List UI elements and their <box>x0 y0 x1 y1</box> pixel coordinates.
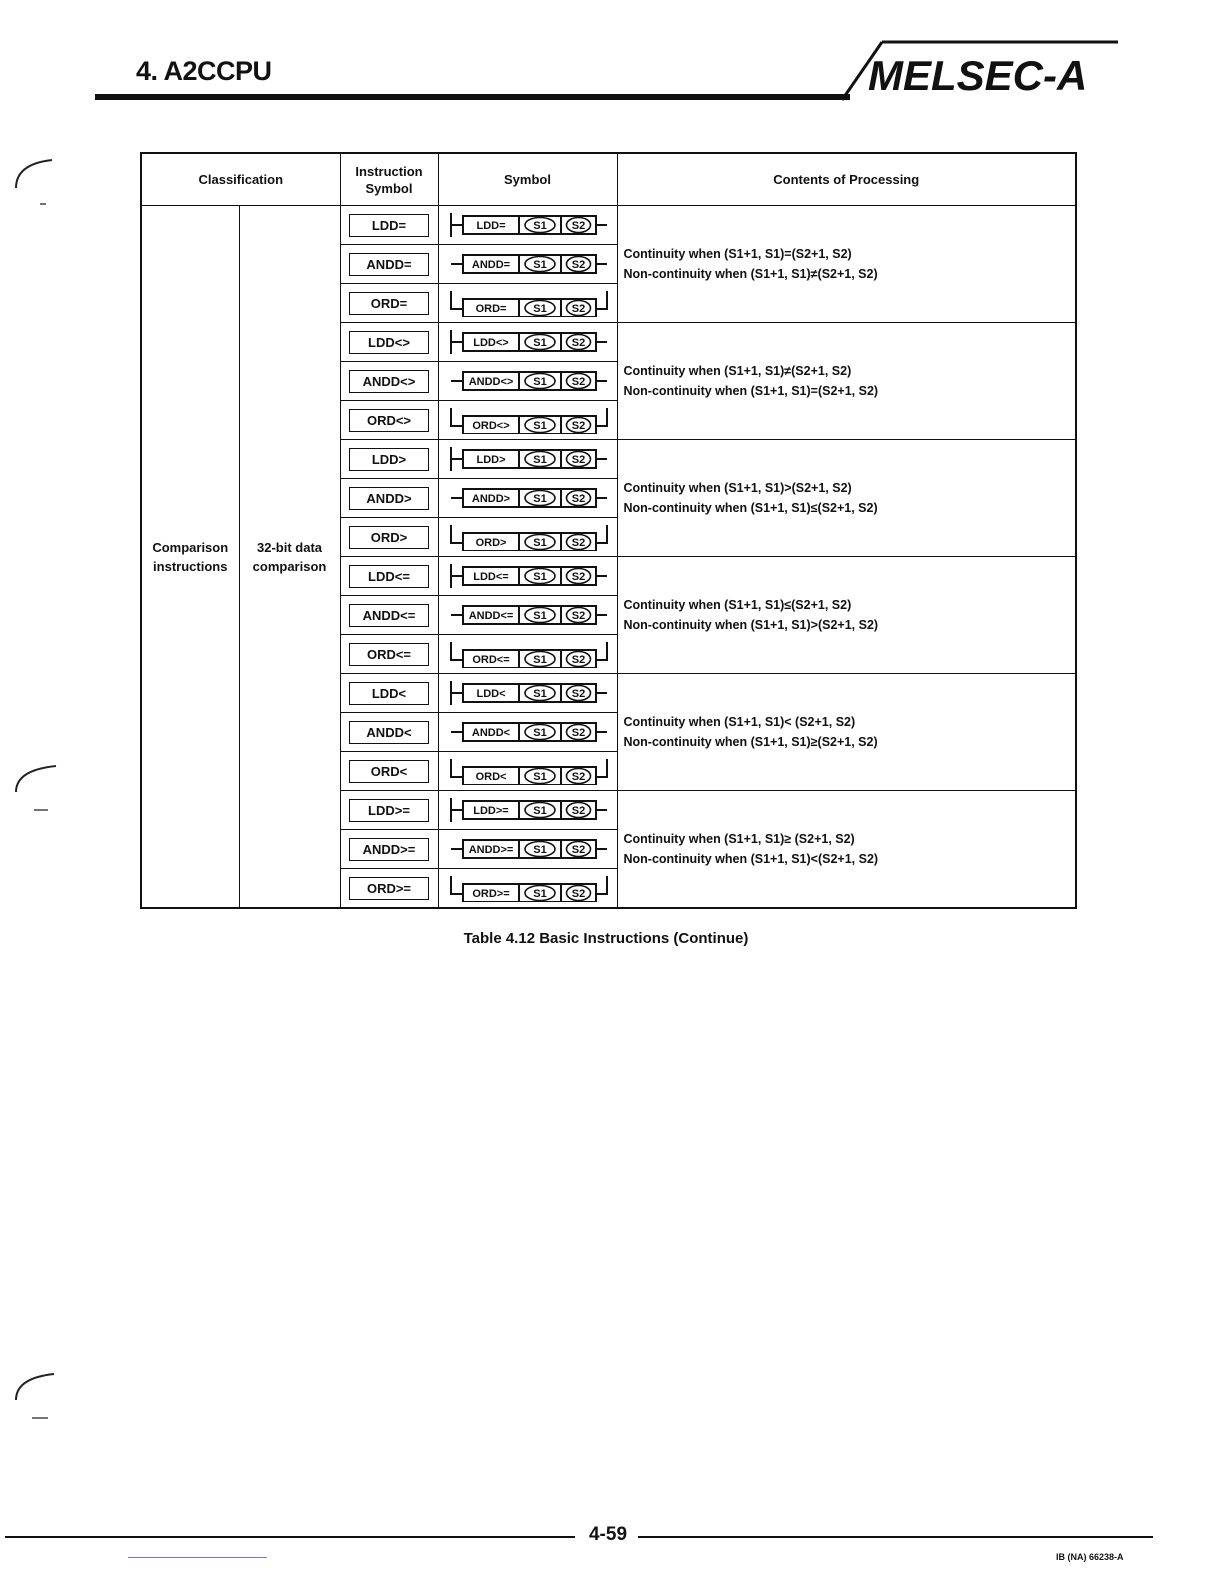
operand-s1-label: S1 <box>532 220 547 232</box>
ladder-instruction-label: ORD>= <box>471 888 510 900</box>
instruction-symbol: ANDD<> <box>349 370 429 393</box>
ladder-symbol-or <box>447 406 612 434</box>
operand-s2-label: S2 <box>571 888 585 900</box>
operand-s1-label: S1 <box>532 610 547 622</box>
subclass-line2: comparison <box>252 558 327 574</box>
ladder-instruction-label: ANDD< <box>471 727 510 739</box>
header-symbol: Symbol <box>438 153 617 206</box>
ladder-symbol-and <box>447 484 612 512</box>
section-title: 4. A2CCPU <box>136 56 272 86</box>
instruction-symbol: LDD= <box>349 214 429 237</box>
instruction-symbol-cell <box>340 752 438 791</box>
operand-s2-label: S2 <box>571 805 585 817</box>
ladder-symbol-cell <box>438 323 617 362</box>
ladder-symbol-cell <box>438 245 617 284</box>
instruction-symbol-cell <box>340 479 438 518</box>
header-instruction-line2: Symbol <box>365 180 413 196</box>
ladder-symbol-and <box>447 601 612 629</box>
operand-s1-label: S1 <box>532 844 547 856</box>
operand-s1-label: S1 <box>532 727 547 739</box>
ladder-instruction-label: ANDD<> <box>468 376 513 388</box>
ladder-symbol-cell <box>438 752 617 791</box>
instruction-symbol: ORD= <box>349 292 429 315</box>
ladder-symbol-cell <box>438 674 617 713</box>
continuity-text: Continuity when (S1+1, S1)≠(S2+1, S2) <box>623 364 852 378</box>
instruction-symbol: ANDD= <box>349 253 429 276</box>
ladder-symbol-cell <box>438 401 617 440</box>
ladder-symbol-cell <box>438 362 617 401</box>
ladder-symbol-or <box>447 874 612 902</box>
contents-cell <box>617 323 1076 440</box>
noncontinuity-text: Non-continuity when (S1+1, S1)=(S2+1, S2) <box>623 384 879 398</box>
noncontinuity-text: Non-continuity when (S1+1, S1)≥(S2+1, S2) <box>623 735 878 749</box>
operand-s2-label: S2 <box>571 610 585 622</box>
instruction-symbol: ANDD<= <box>349 604 429 627</box>
operand-s2-label: S2 <box>571 337 585 349</box>
continuity-text: Continuity when (S1+1, S1)=(S2+1, S2) <box>623 247 852 261</box>
operand-s2-label: S2 <box>571 454 585 466</box>
instruction-symbol-cell <box>340 245 438 284</box>
operand-s2-label: S2 <box>571 420 585 432</box>
ladder-instruction-label: LDD= <box>475 220 506 232</box>
instruction-symbol: ORD<= <box>349 643 429 666</box>
instruction-symbol-cell <box>340 869 438 909</box>
ladder-instruction-label: ANDD> <box>471 493 510 505</box>
contents-cell <box>617 440 1076 557</box>
punch-hole-mark <box>12 1372 72 1432</box>
subclassification-cell <box>239 206 340 909</box>
operand-s2-label: S2 <box>571 844 585 856</box>
operand-s2-label: S2 <box>571 220 585 232</box>
instruction-symbol-cell <box>340 284 438 323</box>
operand-s2-label: S2 <box>571 727 585 739</box>
instruction-symbol-cell <box>340 206 438 245</box>
ladder-instruction-label: ORD> <box>475 537 506 549</box>
ladder-symbol-and <box>447 835 612 863</box>
ladder-symbol-and <box>447 367 612 395</box>
instruction-symbol: LDD<> <box>349 331 429 354</box>
continuity-text: Continuity when (S1+1, S1)≥ (S2+1, S2) <box>623 832 855 846</box>
instruction-symbol: LDD>= <box>349 799 429 822</box>
instruction-symbol: LDD> <box>349 448 429 471</box>
wire <box>596 291 607 309</box>
header-instruction-symbol <box>340 153 438 206</box>
instruction-symbol-cell <box>340 401 438 440</box>
classification-line2: instructions <box>153 558 228 574</box>
operand-s1-label: S1 <box>532 771 547 783</box>
operand-s1-label: S1 <box>532 259 547 271</box>
footer-rule-left <box>5 1536 575 1538</box>
operand-s1-label: S1 <box>532 537 547 549</box>
instruction-symbol-cell <box>340 791 438 830</box>
ladder-instruction-label: ANDD<= <box>468 610 513 622</box>
ladder-symbol-ld <box>447 796 612 824</box>
operand-s1-label: S1 <box>532 688 547 700</box>
page-number: 4-59 <box>588 1524 628 1545</box>
ladder-symbol-ld <box>447 679 612 707</box>
continuity-text: Continuity when (S1+1, S1)< (S2+1, S2) <box>623 715 856 729</box>
instruction-symbol: LDD<= <box>349 565 429 588</box>
table-body <box>141 206 1076 909</box>
wire <box>451 408 463 426</box>
operand-s1-label: S1 <box>532 805 547 817</box>
instruction-symbol: ANDD< <box>349 721 429 744</box>
instruction-symbol-cell <box>340 557 438 596</box>
instruction-table <box>140 152 1077 909</box>
ladder-instruction-label: LDD<> <box>472 337 509 349</box>
ladder-symbol-cell <box>438 518 617 557</box>
classification-line1: Comparison <box>152 539 229 555</box>
contents-cell <box>617 791 1076 909</box>
ladder-instruction-label: ORD< <box>475 771 506 783</box>
operand-s2-label: S2 <box>571 493 585 505</box>
operand-s1-label: S1 <box>532 493 547 505</box>
ladder-instruction-label: LDD< <box>475 688 506 700</box>
ladder-symbol-cell <box>438 830 617 869</box>
operand-s1-label: S1 <box>532 571 547 583</box>
operand-s1-label: S1 <box>532 376 547 388</box>
ladder-symbol-cell <box>438 479 617 518</box>
ladder-symbol-cell <box>438 284 617 323</box>
operand-s2-label: S2 <box>571 259 585 271</box>
wire <box>596 876 607 894</box>
instruction-symbol-cell <box>340 635 438 674</box>
ladder-symbol-cell <box>438 713 617 752</box>
wire <box>596 408 607 426</box>
ladder-symbol-cell <box>438 869 617 909</box>
contents-cell <box>617 206 1076 323</box>
header-contents: Contents of Processing <box>617 153 1076 206</box>
ladder-symbol-or <box>447 640 612 668</box>
instruction-symbol-cell <box>340 323 438 362</box>
ladder-instruction-label: ORD= <box>475 303 506 315</box>
instruction-symbol-cell <box>340 362 438 401</box>
wire <box>596 525 607 543</box>
instruction-symbol-cell <box>340 674 438 713</box>
operand-s1-label: S1 <box>532 337 547 349</box>
instruction-symbol-cell <box>340 518 438 557</box>
contents-cell <box>617 674 1076 791</box>
ladder-instruction-label: ORD<= <box>471 654 510 666</box>
ladder-symbol-or <box>447 757 612 785</box>
ladder-symbol-or <box>447 289 612 317</box>
ladder-symbol-cell <box>438 440 617 479</box>
classification-cell <box>141 206 239 909</box>
wire <box>451 291 463 309</box>
wire <box>596 642 607 660</box>
header-instruction-line1: Instruction <box>355 163 423 179</box>
operand-s2-label: S2 <box>571 537 585 549</box>
ladder-symbol-cell <box>438 596 617 635</box>
ladder-symbol-and <box>447 250 612 278</box>
wire <box>596 759 607 777</box>
wire <box>451 525 463 543</box>
instruction-symbol: ORD<> <box>349 409 429 432</box>
operand-s1-label: S1 <box>532 303 547 315</box>
ladder-symbol-and <box>447 718 612 746</box>
melsec-logo <box>836 36 1126 102</box>
instruction-symbol: ORD< <box>349 760 429 783</box>
operand-s1-label: S1 <box>532 888 547 900</box>
ladder-symbol-cell <box>438 791 617 830</box>
operand-s1-label: S1 <box>532 454 547 466</box>
instruction-symbol-cell <box>340 440 438 479</box>
header-rule <box>95 94 850 100</box>
instruction-symbol: ORD>= <box>349 877 429 900</box>
footer-rule-right <box>638 1536 1153 1538</box>
table-caption <box>0 930 1224 947</box>
ladder-instruction-label: ANDD= <box>471 259 510 271</box>
instruction-symbol: LDD< <box>349 682 429 705</box>
ladder-symbol-ld <box>447 445 612 473</box>
operand-s2-label: S2 <box>571 688 585 700</box>
contents-cell <box>617 557 1076 674</box>
instruction-symbol: ORD> <box>349 526 429 549</box>
ladder-instruction-label: ORD<> <box>471 420 510 432</box>
ladder-instruction-label: LDD<= <box>472 571 509 583</box>
operand-s2-label: S2 <box>571 654 585 666</box>
punch-hole-mark <box>12 764 72 824</box>
wire <box>451 759 463 777</box>
instruction-symbol-cell <box>340 713 438 752</box>
ladder-instruction-label: LDD> <box>475 454 506 466</box>
link-underline <box>128 1557 267 1558</box>
document-number: IB (NA) 66238-A <box>1056 1552 1124 1562</box>
ladder-symbol-cell <box>438 635 617 674</box>
wire <box>451 876 463 894</box>
operand-s2-label: S2 <box>571 376 585 388</box>
operand-s2-label: S2 <box>571 303 585 315</box>
table-row <box>141 206 1076 245</box>
caption-text: Table 4.12 Basic Instructions (Continue) <box>463 930 749 947</box>
ladder-instruction-label: LDD>= <box>472 805 509 817</box>
continuity-text: Continuity when (S1+1, S1)≤(S2+1, S2) <box>623 598 852 612</box>
operand-s1-label: S1 <box>532 420 547 432</box>
ladder-symbol-or <box>447 523 612 551</box>
instruction-symbol: ANDD>= <box>349 838 429 861</box>
continuity-text: Continuity when (S1+1, S1)>(S2+1, S2) <box>623 481 852 495</box>
ladder-symbol-ld <box>447 211 612 239</box>
noncontinuity-text: Non-continuity when (S1+1, S1)>(S2+1, S2) <box>623 618 879 632</box>
subclass-line1: 32-bit data <box>256 539 322 555</box>
table-header-row <box>141 153 1076 206</box>
ladder-symbol-cell <box>438 557 617 596</box>
operand-s1-label: S1 <box>532 654 547 666</box>
logo-text: MELSEC-A <box>868 52 1088 99</box>
operand-s2-label: S2 <box>571 771 585 783</box>
punch-hole-mark <box>12 158 72 218</box>
noncontinuity-text: Non-continuity when (S1+1, S1)<(S2+1, S2) <box>623 852 879 866</box>
operand-s2-label: S2 <box>571 571 585 583</box>
header-classification: Classification <box>141 153 340 206</box>
noncontinuity-text: Non-continuity when (S1+1, S1)≠(S2+1, S2) <box>623 267 878 281</box>
ladder-symbol-ld <box>447 562 612 590</box>
instruction-symbol-cell <box>340 830 438 869</box>
noncontinuity-text: Non-continuity when (S1+1, S1)≤(S2+1, S2) <box>623 501 878 515</box>
ladder-symbol-cell <box>438 206 617 245</box>
instruction-symbol: ANDD> <box>349 487 429 510</box>
ladder-instruction-label: ANDD>= <box>468 844 513 856</box>
wire <box>451 642 463 660</box>
instruction-symbol-cell <box>340 596 438 635</box>
ladder-symbol-ld <box>447 328 612 356</box>
